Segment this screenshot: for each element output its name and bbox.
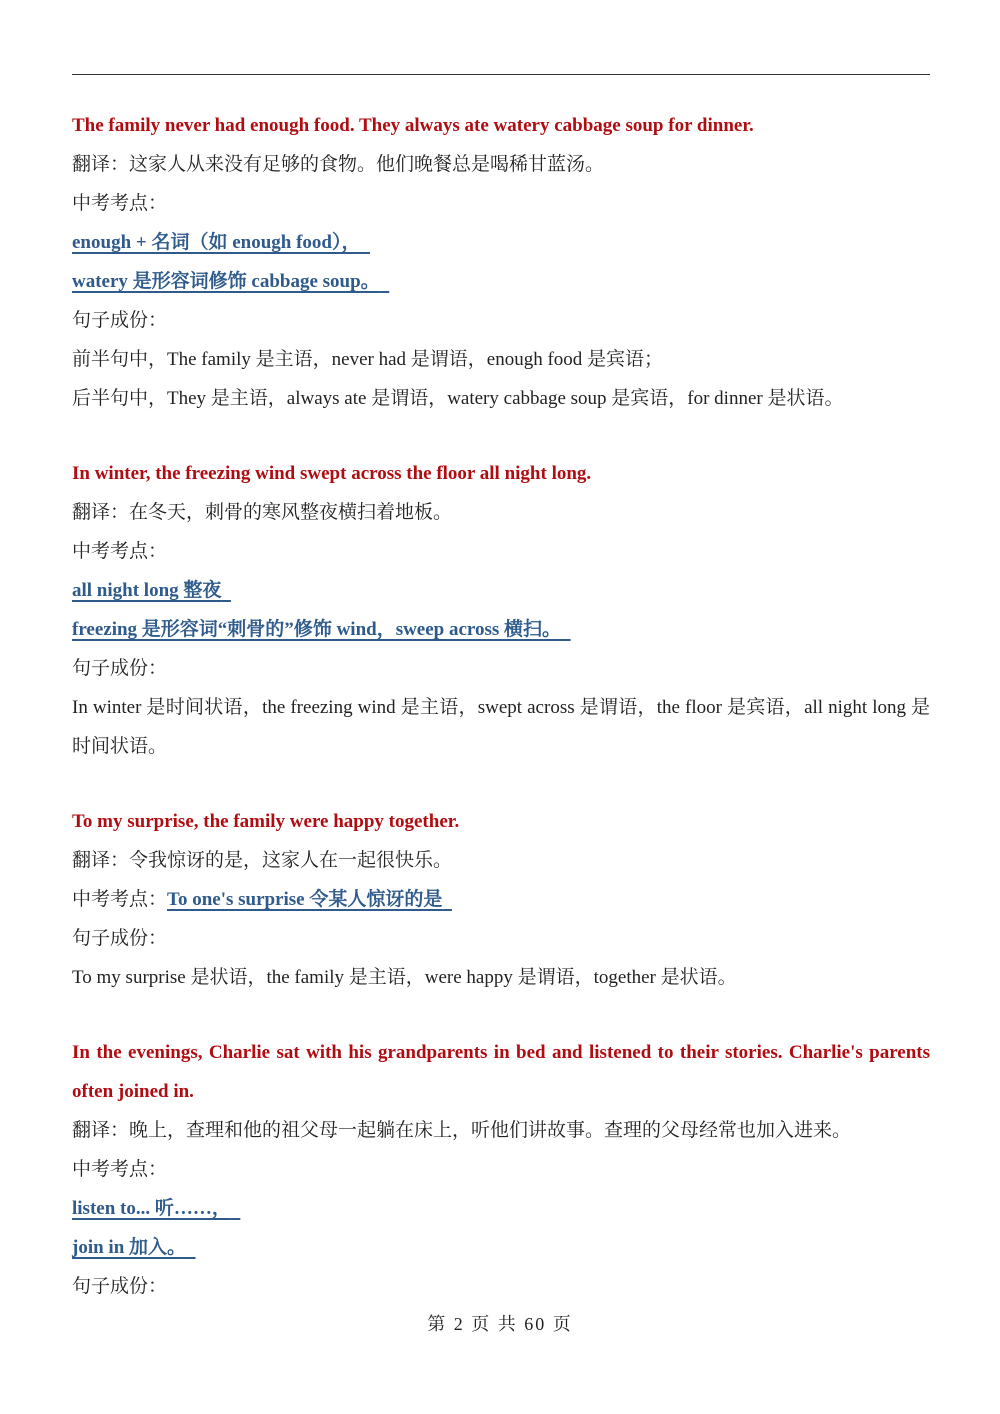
translation: 翻译：在冬天，刺骨的寒风整夜横扫着地板。	[72, 502, 453, 523]
sentence-section-2	[72, 454, 930, 766]
translation: 翻译：晚上，查理和他的祖父母一起躺在床上，听他们讲故事。查理的父母经常也加入进来。	[72, 1120, 852, 1141]
key-point: freezing 是形容词“刺骨的”修饰 wind，sweep across 横扫。	[72, 619, 562, 640]
page-number: 第 2 页 共 60 页	[427, 1314, 573, 1334]
english-sentence: To my surprise, the family were happy together.	[72, 811, 460, 832]
analysis-text: In winter 是时间状语，the freezing wind 是主语，swept across 是谓语，the floor 是宾语，all night long 是时间状语。	[72, 697, 930, 757]
header-rule	[72, 74, 930, 75]
sentence-section-1	[72, 106, 930, 418]
points-label: 中考考点：	[72, 193, 168, 214]
document-body	[72, 106, 930, 1306]
sentence-section-4	[72, 1033, 930, 1306]
analysis-label: 句子成份：	[72, 1276, 168, 1297]
points-label: 中考考点：	[72, 889, 168, 910]
english-sentence: In the evenings, Charlie sat with his grandparents in bed and listened to their stories. Charlie's parents often joined in.	[72, 1042, 930, 1102]
key-point: all night long 整夜	[72, 580, 222, 601]
sentence-section-3	[72, 802, 930, 997]
analysis-label: 句子成份：	[72, 658, 168, 679]
translation: 翻译：令我惊讶的是，这家人在一起很快乐。	[72, 850, 453, 871]
analysis-text: 后半句中，They 是主语，always ate 是谓语，watery cabbage soup 是宾语，for dinner 是状语。	[72, 388, 844, 409]
key-point: watery 是形容词修饰 cabbage soup。	[72, 271, 380, 292]
translation: 翻译：这家人从来没有足够的食物。他们晚餐总是喝稀甘蓝汤。	[72, 154, 605, 175]
key-point: listen to... 听……，	[72, 1198, 231, 1219]
key-point: To one's surprise 令某人惊讶的是	[167, 889, 443, 910]
key-point: enough + 名词（如 enough food），	[72, 232, 361, 253]
analysis-text: 前半句中，The family 是主语，never had 是谓语，enough food 是宾语；	[72, 349, 664, 370]
english-sentence: In winter, the freezing wind swept across the floor all night long.	[72, 463, 592, 484]
analysis-label: 句子成份：	[72, 928, 168, 949]
key-point: join in 加入。	[72, 1237, 187, 1258]
points-label: 中考考点：	[72, 541, 168, 562]
points-label: 中考考点：	[72, 1159, 168, 1180]
analysis-label: 句子成份：	[72, 310, 168, 331]
analysis-text: To my surprise 是状语，the family 是主语，were happy 是谓语，together 是状语。	[72, 967, 737, 988]
english-sentence: The family never had enough food. They always ate watery cabbage soup for dinner.	[72, 115, 754, 136]
